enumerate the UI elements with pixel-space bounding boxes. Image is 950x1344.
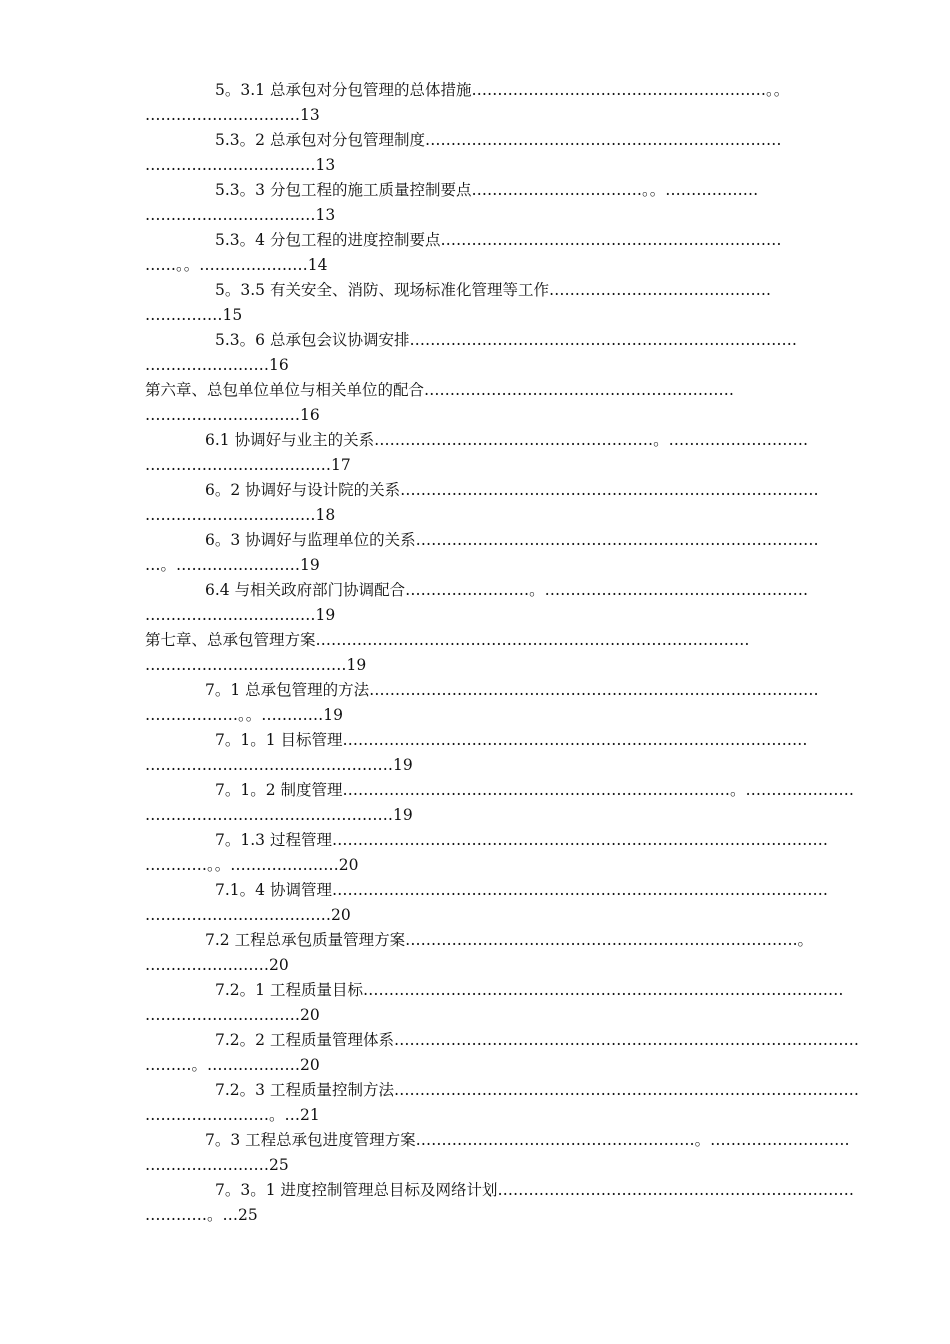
toc-entry[interactable]: [145, 828, 828, 878]
toc-entry-title: 7.2。2 工程质量管理体系………………………………………………………………………………: [215, 1031, 859, 1049]
toc-entry[interactable]: [145, 1178, 855, 1228]
toc-entry[interactable]: [145, 928, 814, 978]
toc-entry-title: 7.2。1 工程质量目标…………………………………………………………………………………: [215, 981, 844, 999]
toc-entry-title: 6.4 与相关政府部门协调配合……………………。……………………………………………: [205, 581, 809, 599]
toc-entry-title: 7。1。1 目标管理………………………………………………………………………………: [215, 731, 808, 749]
toc-entry-leader-page: …………………………20: [145, 1006, 320, 1024]
toc-entry-leader-page: ………。………………20: [145, 1056, 320, 1074]
toc-entry-leader-page: ……………………………13: [145, 206, 336, 224]
toc-entry[interactable]: [145, 1078, 859, 1128]
toc-entry[interactable]: [145, 978, 844, 1028]
toc-entry-leader-page: ………………。。…………19: [145, 706, 343, 724]
toc-entry[interactable]: [145, 1028, 859, 1078]
toc-entry[interactable]: [145, 178, 810, 228]
toc-entry-leader-page: …………………………………………19: [145, 806, 413, 824]
toc-entry-title: 第七章、总承包管理方案…………………………………………………………………………: [145, 631, 750, 649]
toc-entry[interactable]: [145, 628, 810, 678]
toc-entry[interactable]: [145, 528, 819, 578]
toc-entry-title: 7.2。3 工程质量控制方法………………………………………………………………………………: [215, 1081, 859, 1099]
toc-entry-leader-page: …………。。…………………20: [145, 856, 359, 874]
toc-entry-leader-page: ……。。…………………14: [145, 256, 328, 274]
toc-entry-title: 5.3。6 总承包会议协调安排…………………………………………………………………: [215, 331, 797, 349]
toc-entry-leader-page: ……………………………13: [145, 156, 336, 174]
toc-entry-title: 第六章、总包单位单位与相关单位的配合……………………………………………………: [145, 381, 735, 399]
toc-entry-leader-page: ……………………16: [145, 356, 289, 374]
toc-entry-leader-page: …………………………………19: [145, 656, 367, 674]
table-of-contents: [145, 78, 859, 1228]
toc-entry-title: 7。1 总承包管理的方法……………………………………………………………………………: [205, 681, 819, 699]
toc-entry[interactable]: [145, 278, 810, 328]
toc-entry-leader-page: …………………………16: [145, 406, 320, 424]
toc-entry[interactable]: [145, 778, 855, 828]
toc-entry[interactable]: [145, 728, 810, 778]
toc-entry-title: 6.1 协调好与业主的关系………………………………………………。………………………: [205, 431, 809, 449]
toc-entry-leader-page: ……………15: [145, 306, 243, 324]
toc-entry[interactable]: [145, 428, 810, 478]
toc-entry[interactable]: [145, 378, 810, 428]
toc-entry-title: 5.3。3 分包工程的施工质量控制要点……………………………。。………………: [215, 181, 759, 199]
toc-entry-leader-page: ……………………………18: [145, 506, 336, 524]
toc-entry[interactable]: [145, 78, 810, 128]
toc-entry-title: 5.3。4 分包工程的进度控制要点…………………………………………………………: [215, 231, 782, 249]
toc-entry-leader-page: …………。…25: [145, 1206, 258, 1224]
toc-entry-title: 7。3。1 进度控制管理总目标及网络计划……………………………………………………………: [215, 1181, 855, 1199]
toc-entry[interactable]: [145, 578, 810, 628]
toc-entry-leader-page: …。……………………19: [145, 556, 320, 574]
toc-entry[interactable]: [145, 878, 828, 928]
toc-entry[interactable]: [145, 678, 819, 728]
toc-entry-title: 6。3 协调好与监理单位的关系……………………………………………………………………: [205, 531, 819, 549]
toc-entry-title: 6。2 协调好与设计院的关系………………………………………………………………………: [205, 481, 819, 499]
toc-entry-leader-page: ……………………。…21: [145, 1106, 320, 1124]
toc-entry-leader-page: …………………………………………19: [145, 756, 413, 774]
toc-entry-title: 5.3。2 总承包对分包管理制度……………………………………………………………: [215, 131, 782, 149]
toc-entry-title: 5。3.1 总承包对分包管理的总体措施…………………………………………………。。: [215, 81, 790, 99]
toc-entry-leader-page: ……………………20: [145, 956, 289, 974]
toc-entry-title: 7.2 工程总承包质量管理方案………………………………………………………………….。: [205, 931, 814, 949]
toc-entry[interactable]: [145, 328, 810, 378]
toc-entry-leader-page: ………………………………20: [145, 906, 351, 924]
toc-entry-title: 7。3 工程总承包进度管理方案………………………………………………。………………………: [205, 1131, 850, 1149]
toc-entry-leader-page: …………………………13: [145, 106, 320, 124]
toc-entry-title: 5。3.5 有关安全、消防、现场标准化管理等工作…………………………………….: [215, 281, 771, 299]
toc-entry-leader-page: ……………………25: [145, 1156, 289, 1174]
toc-entry-leader-page: ……………………………19: [145, 606, 336, 624]
toc-entry[interactable]: [145, 1128, 850, 1178]
toc-entry[interactable]: [145, 228, 810, 278]
toc-entry-leader-page: ………………………………17: [145, 456, 351, 474]
toc-entry[interactable]: [145, 128, 810, 178]
toc-entry-title: 7.1。4 协调管理……………………………………………………………………………………: [215, 881, 828, 899]
toc-entry-title: 7。1.3 过程管理……………………………………………………………………………………: [215, 831, 828, 849]
toc-entry-title: 7。1。2 制度管理…………………………………………………………………。…………………: [215, 781, 855, 799]
toc-entry[interactable]: [145, 478, 819, 528]
